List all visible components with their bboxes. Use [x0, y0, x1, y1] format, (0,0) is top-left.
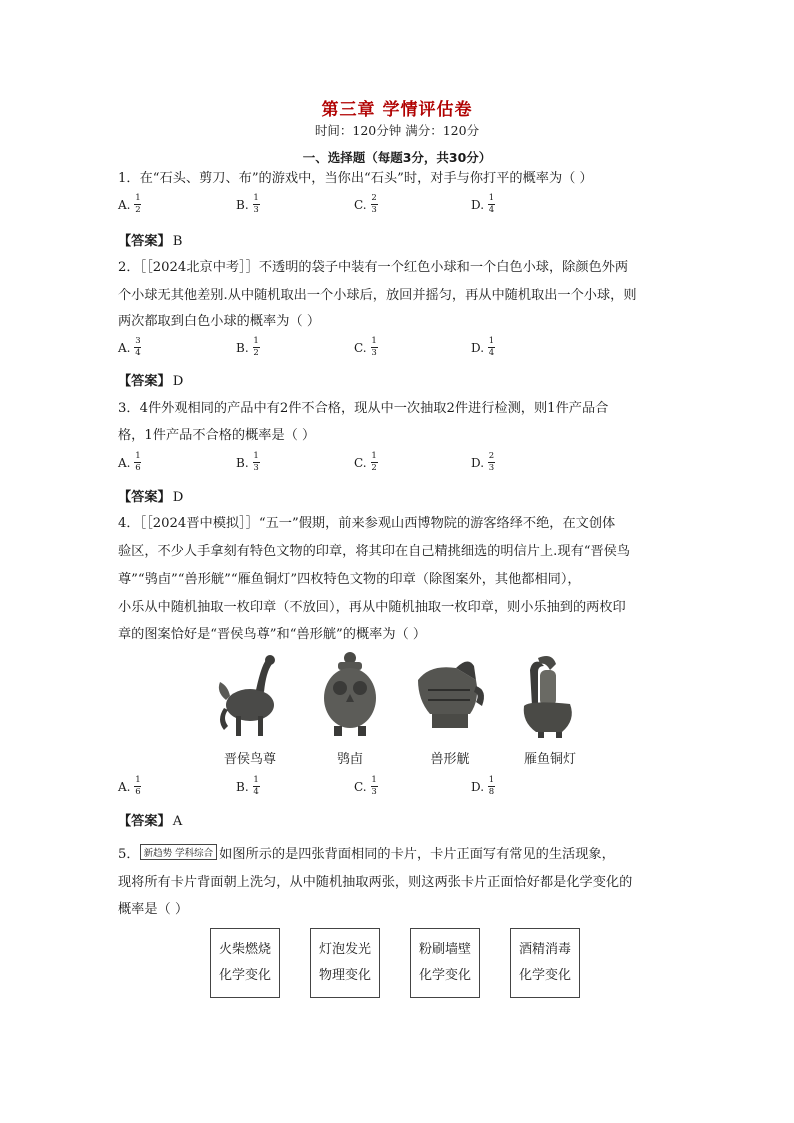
q3-option-c: C. $\frac{1}{2}$ — [354, 451, 377, 473]
artifact-figures — [210, 650, 590, 768]
fraction: $\frac{1}{4}$ — [488, 336, 495, 358]
section-heading: 一、选择题（每题3分，共30分） — [302, 150, 492, 165]
q4-option-a: A. $\frac{1}{6}$ — [118, 775, 141, 797]
q1-answer: 【答案】 B — [118, 234, 183, 249]
artifact-bird-zun — [210, 650, 290, 768]
q2-stem-line1: 2．［［2024北京中考］］不透明的袋子中装有一个红色小球和一个白色小球，除颜色外两 — [118, 260, 629, 275]
q4-option-c: C. $\frac{1}{3}$ — [354, 775, 377, 797]
q3-option-b: B. $\frac{1}{3}$ — [236, 451, 259, 473]
q5-stem-line3: 概率是（ ） — [118, 902, 189, 917]
q3-option-a: A. $\frac{1}{6}$ — [118, 451, 141, 473]
card: 火柴燃烧 化学变化 — [210, 928, 280, 998]
q1-stem: 1．在“石头、剪刀、布”的游戏中，当你出“石头”时，对手与你打平的概率为（ ） — [118, 171, 593, 186]
q4-stem-line5: 章的图案恰好是“晋侯鸟尊”和“兽形觥”的概率为（ ） — [118, 627, 427, 642]
q1-option-a: A. $\frac{1}{2}$ — [118, 193, 141, 215]
artifact-goose-fish-lamp — [510, 650, 590, 768]
artifact-beast-gong — [410, 650, 490, 768]
q2-options — [118, 337, 678, 367]
q3-stem-line2: 格，1件产品不合格的概率是（ ） — [118, 428, 316, 443]
q3-options — [118, 452, 678, 482]
beast-gong-icon — [410, 650, 490, 745]
goose-fish-lamp-icon — [510, 650, 590, 745]
card: 酒精消毒 化学变化 — [510, 928, 580, 998]
figure-caption: 兽形觥 — [430, 752, 470, 767]
q2-option-c: C. $\frac{1}{3}$ — [354, 336, 377, 358]
q4-option-d: D. $\frac{1}{8}$ — [471, 775, 495, 797]
q2-stem-line3: 两次都取到白色小球的概率为（ ） — [118, 314, 321, 329]
fraction: $\frac{2}{3}$ — [371, 193, 377, 215]
q1-option-d: D. $\frac{1}{4}$ — [471, 193, 495, 215]
q2-stem-line2: 个小球无其他差别.从中随机取出一个小球后，放回并摇匀，再从中随机取出一个小球，则 — [118, 288, 637, 303]
q2-option-a: A. $\frac{3}{4}$ — [118, 336, 141, 358]
q4-options — [118, 776, 678, 806]
q4-stem-line4: 小乐从中随机抽取一枚印章（不放回），再从中随机抽取一枚印章，则小乐抽到的两枚印 — [118, 600, 626, 615]
fraction: $\frac{2}{3}$ — [488, 451, 495, 473]
q3-answer: 【答案】 D — [118, 490, 184, 505]
trend-badge: 新趋势 学科综合 — [140, 844, 218, 860]
figure-caption: 鸮卣 — [336, 752, 363, 767]
card: 灯泡发光 物理变化 — [310, 928, 380, 998]
fraction: $\frac{1}{3}$ — [371, 336, 377, 358]
q4-stem-line3: 尊”“鸮卣”“兽形觥”“雁鱼铜灯”四枚特色文物的印章（除图案外，其他都相同）， — [118, 572, 581, 587]
q1-option-c: C. $\frac{2}{3}$ — [354, 193, 377, 215]
q1-options — [118, 194, 678, 224]
exam-meta: 时间：120分钟 满分：120分 — [314, 123, 480, 138]
q3-option-d: D. $\frac{2}{3}$ — [471, 451, 495, 473]
q4-stem-line1: 4．［［2024晋中模拟］］“五一”假期，前来参观山西博物院的游客络绎不绝，在文创体 — [118, 516, 616, 531]
fraction: $\frac{1}{2}$ — [371, 451, 377, 473]
owl-you-icon — [310, 650, 390, 745]
q5-stem-line2: 现将所有卡片背面朝上洗匀，从中随机抽取两张，则这两张卡片正面恰好都是化学变化的 — [118, 875, 633, 890]
q4-option-b: B. $\frac{1}{4}$ — [236, 775, 259, 797]
fraction: $\frac{1}{3}$ — [253, 193, 259, 215]
q2-option-d: D. $\frac{1}{4}$ — [471, 336, 495, 358]
artifact-owl-you — [310, 650, 390, 768]
q4-stem-line2: 验区，不少人手拿刻有特色文物的印章，将其印在自己精挑细选的明信片上.现有“晋侯鸟 — [118, 544, 631, 559]
figure-caption: 雁鱼铜灯 — [523, 752, 576, 767]
fraction: $\frac{1}{4}$ — [488, 193, 495, 215]
fraction: $\frac{1}{6}$ — [135, 775, 141, 797]
figure-caption: 晋侯鸟尊 — [223, 752, 276, 767]
card: 粉刷墙壁 化学变化 — [410, 928, 480, 998]
fraction: $\frac{1}{2}$ — [135, 193, 141, 215]
fraction: $\frac{1}{8}$ — [488, 775, 495, 797]
fraction: $\frac{3}{4}$ — [135, 336, 141, 358]
fraction: $\frac{1}{6}$ — [135, 451, 141, 473]
bird-zun-icon — [210, 650, 290, 745]
fraction: $\frac{1}{4}$ — [253, 775, 259, 797]
fraction: $\frac{1}{3}$ — [253, 451, 259, 473]
page-title: 第三章 学情评估卷 — [321, 100, 473, 120]
fraction: $\frac{1}{2}$ — [253, 336, 259, 358]
q2-answer: 【答案】 D — [118, 374, 184, 389]
q5-stem-line1: 5． 新趋势 学科综合 如图所示的是四张背面相同的卡片，卡片正面写有常见的生活现象， — [118, 843, 615, 862]
phenomenon-cards — [210, 928, 590, 998]
q4-answer: 【答案】 A — [118, 814, 183, 829]
q2-option-b: B. $\frac{1}{2}$ — [236, 336, 259, 358]
fraction: $\frac{1}{3}$ — [371, 775, 377, 797]
q3-stem-line1: 3．4件外观相同的产品中有2件不合格，现从中一次抽取2件进行检测，则1件产品合 — [118, 401, 609, 416]
q1-option-b: B. $\frac{1}{3}$ — [236, 193, 259, 215]
